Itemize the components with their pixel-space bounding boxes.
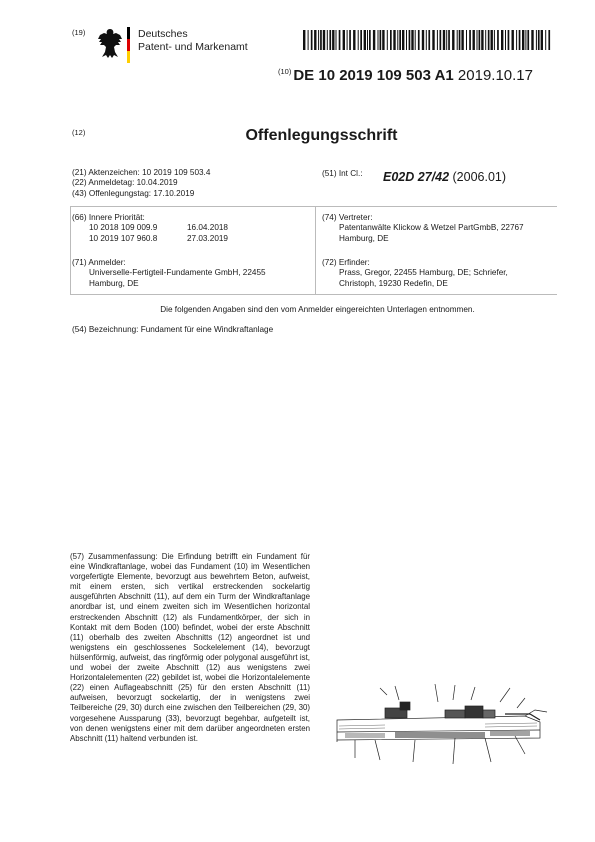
abstract: (57) Zusammenfassung: Die Erfindung betrifft ein Fundament für eine Windkraftanlage, wobei das Fundament (10) im Wesentlichen vorgefertigte Elemente, bevorzugt aus bewehrtem Beton, aufweist, mit einem ersten, sich vertikal erstreckenden sockelartig ausgeführten Abschnitt (11), auf dem ein Turm der Windkraftanlage anordbar ist, und einem zweiten sich im Wesentlichen horizontal erstreckenden Abschnitt (12) als Fundamentkörper, der sich in Kontakt mit dem Boden (100) befindet, wobei der erste Abschnitt (11) oberhalb des zweiten Abschnitts (12) angeordnet ist und wenigstens ein geschlossenes Sockelelement (14), bevorzugt hülsenförmig, aufweist, das ringförmig oder polygonal ausgeführt ist, und wobei der zweite Abschnitt (12) aus wenigstens zwei Horizontalelementen (22) gebildet ist, wobei die Horizontalelemente (22) einen Auflageabschnitt (25) für den ersten Abschnitt (11) aufweisen, bevorzugt sockelartig, der in wenigstens zwei Teilbereiche (29, 30) durch eine zwischen den Teilbereichen (29, 30) vorgesehene Aussparung (33), bevorzugt begehbar, aufgeteilt ist, von denen wenigstens einer mit dem darüber angeordneten ersten Abschnitt (11) haltend verbunden ist. xyxy=(70,552,310,743)
applicant: (71) Anmelder: Universelle-Fertigteil-Fundamente GmbH, 22455 Hamburg, DE xyxy=(72,258,266,288)
bibliographic-dates: (21) Aktenzeichen: 10 2019 109 503.4 (22) Anmeldetag: 10.04.2019 (43) Offenlegungstag: 17.10.2019 xyxy=(72,168,211,198)
left-border xyxy=(70,206,71,294)
barcode-icon xyxy=(303,30,553,50)
representative: (74) Vertreter: Patentanwälte Klickow & Wetzel PartGmbB, 22767 Hamburg, DE xyxy=(322,213,524,243)
code-12: (12) xyxy=(72,128,86,137)
federal-eagle-icon xyxy=(96,27,124,61)
foundation-drawing xyxy=(325,680,550,775)
german-flag-bar xyxy=(127,27,130,63)
domestic-priority: (66) Innere Priorität: 10 2018 109 009.9 16.04.2018 10 2019 107 960.8 27.03.2019 xyxy=(72,213,228,243)
divider xyxy=(70,206,557,207)
office-name: Deutsches Patent- und Markenamt xyxy=(138,28,248,53)
ipc-classification: E02D 27/42 (2006.01) xyxy=(383,170,507,184)
column-divider xyxy=(315,206,316,294)
int-cl-label: (51) Int Cl.: xyxy=(322,169,363,178)
publication-number: $^{(10)}$ DE 10 2019 109 503 A1 2019.10.17 xyxy=(278,67,533,84)
divider xyxy=(70,294,557,295)
code-19: (19) xyxy=(72,28,86,37)
applicant-note: Die folgenden Angaben sind den vom Anmelder eingereichten Unterlagen entnommen. xyxy=(160,305,475,314)
document-type-title: Offenlegungsschrift xyxy=(245,127,398,144)
title-of-invention: (54) Bezeichnung: Fundament für eine Windkraftanlage xyxy=(72,325,274,334)
inventor: (72) Erfinder: Prass, Gregor, 22455 Hamburg, DE; Schriefer, Christoph, 19230 Redefin, DE xyxy=(322,258,508,288)
